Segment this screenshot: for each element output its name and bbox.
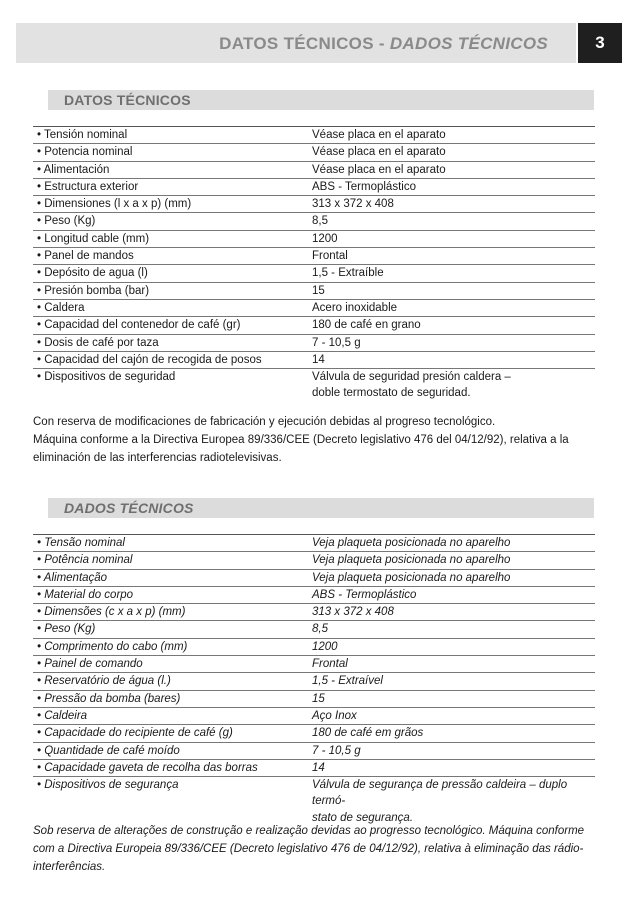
spec-label: • Dosis de café por taza (37, 336, 159, 349)
spec-value: 1,5 - Extraível (312, 675, 383, 688)
spec-label: • Comprimento do cabo (mm) (37, 640, 188, 653)
table-row (33, 179, 595, 196)
spec-label: • Depósito de agua (l) (37, 267, 148, 280)
spec-value: Válvula de segurança de pressão caldeira – duplo termó- stato de segurança. (312, 779, 568, 824)
spec-value: 14 (312, 761, 325, 774)
spec-value: 15 (312, 284, 325, 297)
spec-value: 8,5 (312, 623, 328, 636)
spec-value: ABS - Termoplástico (312, 588, 417, 601)
header-title-pt: DADOS TÉCNICOS (389, 34, 548, 53)
table-row (33, 196, 595, 213)
table-row (33, 777, 595, 826)
spec-table-es (33, 126, 595, 402)
note-es-line1: Con reserva de modificaciones de fabricación y ejecución debidas al progreso tecnológico. (33, 416, 496, 428)
table-row (33, 656, 595, 673)
table-row (33, 300, 595, 317)
section-title-pt: DADOS TÉCNICOS (64, 500, 194, 516)
spec-label: • Caldeira (37, 709, 88, 722)
table-row (33, 248, 595, 265)
table-row (33, 231, 595, 248)
spec-label: • Dimensões (c x a x p) (mm) (37, 606, 186, 619)
spec-value: 1200 (312, 232, 338, 245)
spec-label: • Estructura exterior (37, 180, 139, 193)
spec-value: Frontal (312, 658, 348, 671)
spec-label: • Capacidad del cajón de recogida de posos (37, 353, 262, 366)
spec-label: • Potência nominal (37, 554, 133, 567)
spec-value: Véase placa en el aparato (312, 163, 446, 176)
spec-value: 8,5 (312, 215, 328, 228)
note-pt: Sob reserva de alterações de construção e realização devidas ao progresso tecnológico. Máquina conforme com a Directiva Europeia 89/336/CEE (Decreto legislativo 476 de 04/12/92), relativa à eliminação das rádio-interferências. (33, 825, 585, 873)
table-row (33, 265, 595, 282)
spec-label: • Potencia nominal (37, 146, 133, 159)
spec-value: 313 x 372 x 408 (312, 198, 394, 211)
note-es-line2: Máquina conforme a la Directiva Europea 89/336/CEE (Decreto legislativo 476 del 04/12/92), relativa a la eliminación de las interferencias radiotelevisivas. (33, 434, 569, 464)
spec-value: 7 - 10,5 g (312, 744, 361, 757)
table-row (33, 352, 595, 369)
spec-label: • Tensión nominal (37, 129, 128, 141)
spec-label: • Panel de mandos (37, 250, 134, 263)
spec-value: 180 de café em grãos (312, 727, 424, 740)
spec-value: 7 - 10,5 g (312, 336, 361, 349)
spec-label: • Reservatório de água (l.) (37, 675, 171, 688)
spec-label: • Painel de comando (37, 658, 143, 671)
spec-label: • Tensão nominal (37, 537, 125, 549)
table-row (33, 127, 595, 144)
spec-label: • Presión bomba (bar) (37, 284, 150, 297)
spec-value: Acero inoxidable (312, 301, 398, 314)
table-row (33, 162, 595, 179)
table-row (33, 725, 595, 742)
table-row (33, 708, 595, 725)
table-row (33, 760, 595, 777)
spec-label: • Capacidad del contenedor de café (gr) (37, 319, 241, 332)
spec-value: 180 de café en grano (312, 319, 421, 332)
table-row (33, 587, 595, 604)
table-row (33, 535, 595, 552)
table-row (33, 639, 595, 656)
spec-table-pt (33, 534, 595, 826)
spec-value: 1200 (312, 640, 338, 653)
table-row (33, 673, 595, 690)
table-row (33, 691, 595, 708)
spec-value: Válvula de seguridad presión caldera – doble termostato de seguridad. (312, 371, 511, 400)
spec-label: • Material do corpo (37, 588, 134, 601)
table-row (33, 743, 595, 760)
spec-value: Veja plaqueta posicionada no aparelho (312, 571, 511, 584)
spec-value: ABS - Termoplástico (312, 180, 416, 193)
spec-label: • Dimensiones (l x a x p) (mm) (37, 198, 192, 211)
page-header-title (219, 34, 548, 54)
spec-value: 15 (312, 692, 325, 705)
table-row (33, 621, 595, 638)
table-row (33, 552, 595, 569)
spec-value: 14 (312, 353, 325, 366)
spec-label: • Peso (Kg) (37, 623, 96, 636)
spec-label: • Caldera (37, 301, 85, 314)
section-title-es: DATOS TÉCNICOS (64, 92, 191, 108)
header-title-es: DATOS TÉCNICOS - (219, 34, 390, 53)
note-es (33, 413, 598, 467)
spec-value: 1,5 - Extraíble (312, 267, 384, 280)
spec-label: • Dispositivos de seguridad (37, 371, 176, 384)
spec-label: • Alimentação (37, 571, 108, 584)
table-row (33, 570, 595, 587)
spec-label: • Dispositivos de segurança (37, 779, 179, 792)
spec-label: • Peso (Kg) (37, 215, 96, 228)
spec-value: Veja plaqueta posicionada no aparelho (312, 537, 511, 549)
spec-value: 313 x 372 x 408 (312, 606, 394, 619)
spec-value: Aço Inox (312, 709, 357, 722)
spec-label: • Capacidade gaveta de recolha das borras (37, 761, 258, 774)
spec-label: • Pressão da bomba (bares) (37, 692, 181, 705)
spec-value: Véase placa en el aparato (312, 129, 446, 141)
table-row (33, 604, 595, 621)
table-row (33, 283, 595, 300)
spec-value: Véase placa en el aparato (312, 146, 446, 159)
spec-label: • Capacidade do recipiente de café (g) (37, 727, 233, 740)
spec-label: • Alimentación (37, 163, 110, 176)
page-number: 3 (578, 23, 622, 63)
spec-label: • Quantidade de café moído (37, 744, 180, 757)
table-row (33, 369, 595, 402)
table-row (33, 144, 595, 161)
table-row (33, 317, 595, 334)
table-row (33, 213, 595, 230)
spec-value: Frontal (312, 250, 348, 263)
table-row (33, 335, 595, 352)
spec-label: • Longitud cable (mm) (37, 232, 150, 245)
spec-value: Veja plaqueta posicionada no aparelho (312, 554, 511, 567)
